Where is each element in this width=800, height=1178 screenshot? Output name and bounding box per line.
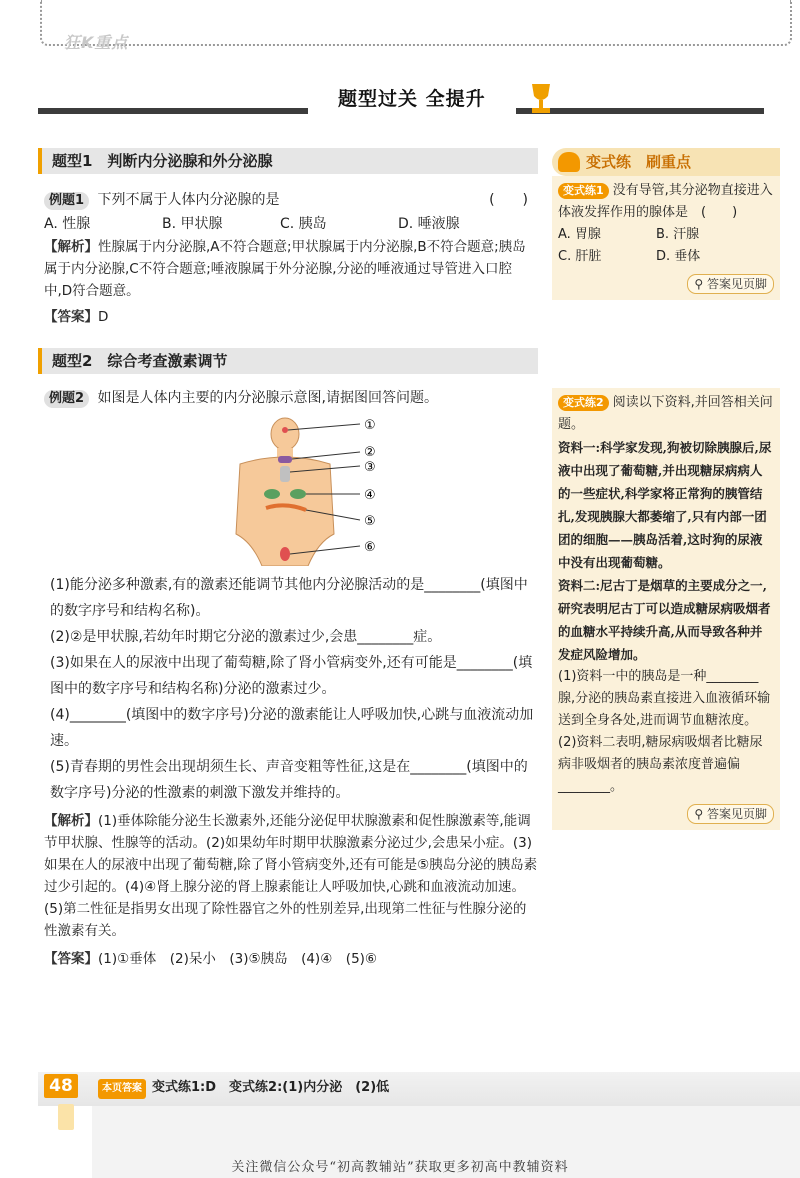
- sub-question-1: (1)能分泌多种激素,有的激素还能调节其他内分泌腺活动的是________(填图中的数字序号和结构名称)。: [50, 577, 528, 619]
- sub-question-3: (3)如果在人的尿液中出现了葡萄糖,除了肾小管病变外,还有可能是________(填图中的数字序号和结构名称)分泌的激素过少。: [50, 655, 533, 697]
- option-d: D. 唾液腺: [398, 216, 460, 232]
- footer-answer-text: 变式练1:D 变式练2:(1)内分泌 (2)低: [152, 1080, 390, 1095]
- example1-bracket: ( ): [489, 192, 528, 208]
- analysis-label: 【解析】: [44, 239, 98, 255]
- page-number: 48: [44, 1074, 78, 1098]
- example1-label: 例题1: [44, 192, 89, 210]
- v1-option-c: C. 肝脏: [558, 249, 602, 264]
- example1-options: [38, 212, 538, 236]
- body-diagram: [188, 416, 548, 566]
- variant2-text: 阅读以下资料,并回答相关问题。: [558, 395, 773, 432]
- side-tab: [58, 1104, 74, 1130]
- variant2-sub-1: (1)资料一中的胰岛是一种________腺,分泌的胰岛素直接进入血液循环输送到全身各处,进而调节血糖浓度。: [558, 669, 771, 728]
- footer-answer-tag: 本页答案: [98, 1079, 146, 1099]
- key-icon-2: ⚲: [694, 807, 704, 821]
- figure-label-2: ②: [364, 445, 376, 460]
- analysis-text: 性腺属于内分泌腺,A不符合题意;甲状腺属于内分泌腺,B不符合题意;胰岛属于内分泌腺,C不符合题意;唾液腺属于外分泌腺,分泌的唾液通过导管进入口腔中,D符合题意。: [44, 239, 526, 299]
- answer-footer-link-1[interactable]: [687, 274, 774, 294]
- answer-footer-link-1-text: 答案见页脚: [706, 277, 767, 291]
- answer-footer-link-2[interactable]: [687, 804, 774, 824]
- figure-label-5: ⑤: [364, 514, 376, 529]
- sub-question-2: (2)②是甲状腺,若幼年时期它分泌的激素过少,会患________症。: [50, 629, 442, 645]
- variant1-options: [558, 224, 774, 268]
- example2-question: [38, 386, 538, 410]
- variant-practice-title: 变式练 刷重点: [586, 153, 692, 171]
- trophy-icon: [524, 80, 558, 116]
- answer2-label: 【答案】: [44, 951, 98, 967]
- example2-text: 如图是人体内主要的内分泌腺示意图,请据图回答问题。: [97, 390, 438, 406]
- material-1: 资料一:科学家发现,狗被切除胰腺后,尿液中出现了葡萄糖,并出现糖尿病病人的一些症状,科学家将正常狗的胰管结扎,发现胰腺大都萎缩了,只有内部一团团的细胞——胰岛活着,这时狗的尿液中没有出现葡萄糖。: [558, 440, 772, 570]
- v1-option-d: D. 垂体: [656, 249, 701, 264]
- figure-label-4: ④: [364, 488, 376, 503]
- analysis2-text: (1)垂体除能分泌生长激素外,还能分泌促甲状腺激素和促性腺激素等,能调节甲状腺、性腺等的活动。(2)如果幼年时期甲状腺激素分泌过少,会患呆小症。(3)如果在人的尿液中出现了葡萄糖,除了肾小管病变外,还有可能是⑤胰岛分泌的胰岛素过少引起的。(4)④肾上腺分泌的肾上腺素能让人呼吸加快,心跳和血液流动加速。(5)第二性征是指男女出现了除性器官之外的性别差异,出现第二性征与性腺分泌的性激素有关。: [44, 813, 538, 939]
- option-c: C. 胰岛: [280, 216, 327, 232]
- figure-label-3: ③: [364, 460, 376, 475]
- variant1-box: [552, 176, 780, 300]
- variant2-sub-2: (2)资料二表明,糖尿病吸烟者比糖尿病非吸烟者的胰岛素浓度普遍偏________。: [558, 735, 763, 794]
- variant2-box: [552, 388, 780, 830]
- key-icon: ⚲: [694, 277, 704, 291]
- answer2-text: (1)①垂体 (2)呆小 (3)⑤胰岛 (4)④ (5)⑥: [98, 951, 378, 967]
- section-header: [38, 84, 764, 114]
- variant1-label: 变式练1: [558, 183, 609, 199]
- option-a: A. 性腺: [44, 216, 91, 232]
- answer-text: D: [98, 309, 109, 325]
- sub-question-5: (5)青春期的男性会出现胡须生长、声音变粗等性征,这是在________(填图中的数字序号)分泌的性激素的刺激下激发并维持的。: [50, 759, 528, 801]
- example1-question: [38, 188, 538, 212]
- top-dotted-frame: [40, 0, 792, 46]
- type1-title: 题型1 判断内分泌腺和外分泌腺: [38, 148, 538, 174]
- analysis2-label: 【解析】: [44, 813, 98, 829]
- section-title: 题型过关 全提升: [308, 84, 516, 114]
- brand-logo: 狂K重点: [64, 33, 129, 52]
- sub-question-4: (4)________(填图中的数字序号)分泌的激素能让人呼吸加快,心跳与血液流动加速。: [50, 707, 534, 749]
- option-b: B. 甲状腺: [162, 216, 223, 232]
- example2-analysis: [38, 810, 538, 942]
- variant1-text: 没有导管,其分泌物直接进入体液发挥作用的腺体是 ( ): [558, 183, 773, 220]
- example1-text: 下列不属于人体内分泌腺的是: [97, 192, 280, 208]
- variant2-label: 变式练2: [558, 395, 609, 411]
- example2-label: 例题2: [44, 390, 89, 408]
- figure-label-1: ①: [364, 418, 376, 433]
- answer-label: 【答案】: [44, 309, 98, 325]
- bottom-note: 关注微信公众号“初高教辅站”获取更多初高中教辅资料: [231, 1160, 569, 1175]
- v1-option-a: A. 胃腺: [558, 227, 601, 242]
- type2-title: 题型2 综合考查激素调节: [38, 348, 538, 374]
- variant-practice-header: [552, 148, 780, 176]
- right-column: [552, 148, 780, 830]
- endocrine-figure: [188, 416, 548, 566]
- variant2-question: [558, 392, 774, 436]
- footer-answers: [98, 1078, 389, 1099]
- example2-answer: [38, 948, 538, 970]
- pencil-badge-icon: [558, 152, 580, 172]
- figure-label-6: ⑥: [364, 540, 376, 555]
- answer-footer-link-2-text: 答案见页脚: [706, 807, 767, 821]
- example1-analysis: [38, 236, 538, 302]
- variant1-question: [558, 180, 774, 224]
- left-column: [38, 148, 538, 970]
- material-2: 资料二:尼古丁是烟草的主要成分之一,研究表明尼古丁可以造成糖尿病吸烟者的血糖水平持续升高,从而导致各种并发症风险增加。: [558, 578, 771, 662]
- v1-option-b: B. 汗腺: [656, 227, 700, 242]
- example1-answer: [38, 306, 538, 328]
